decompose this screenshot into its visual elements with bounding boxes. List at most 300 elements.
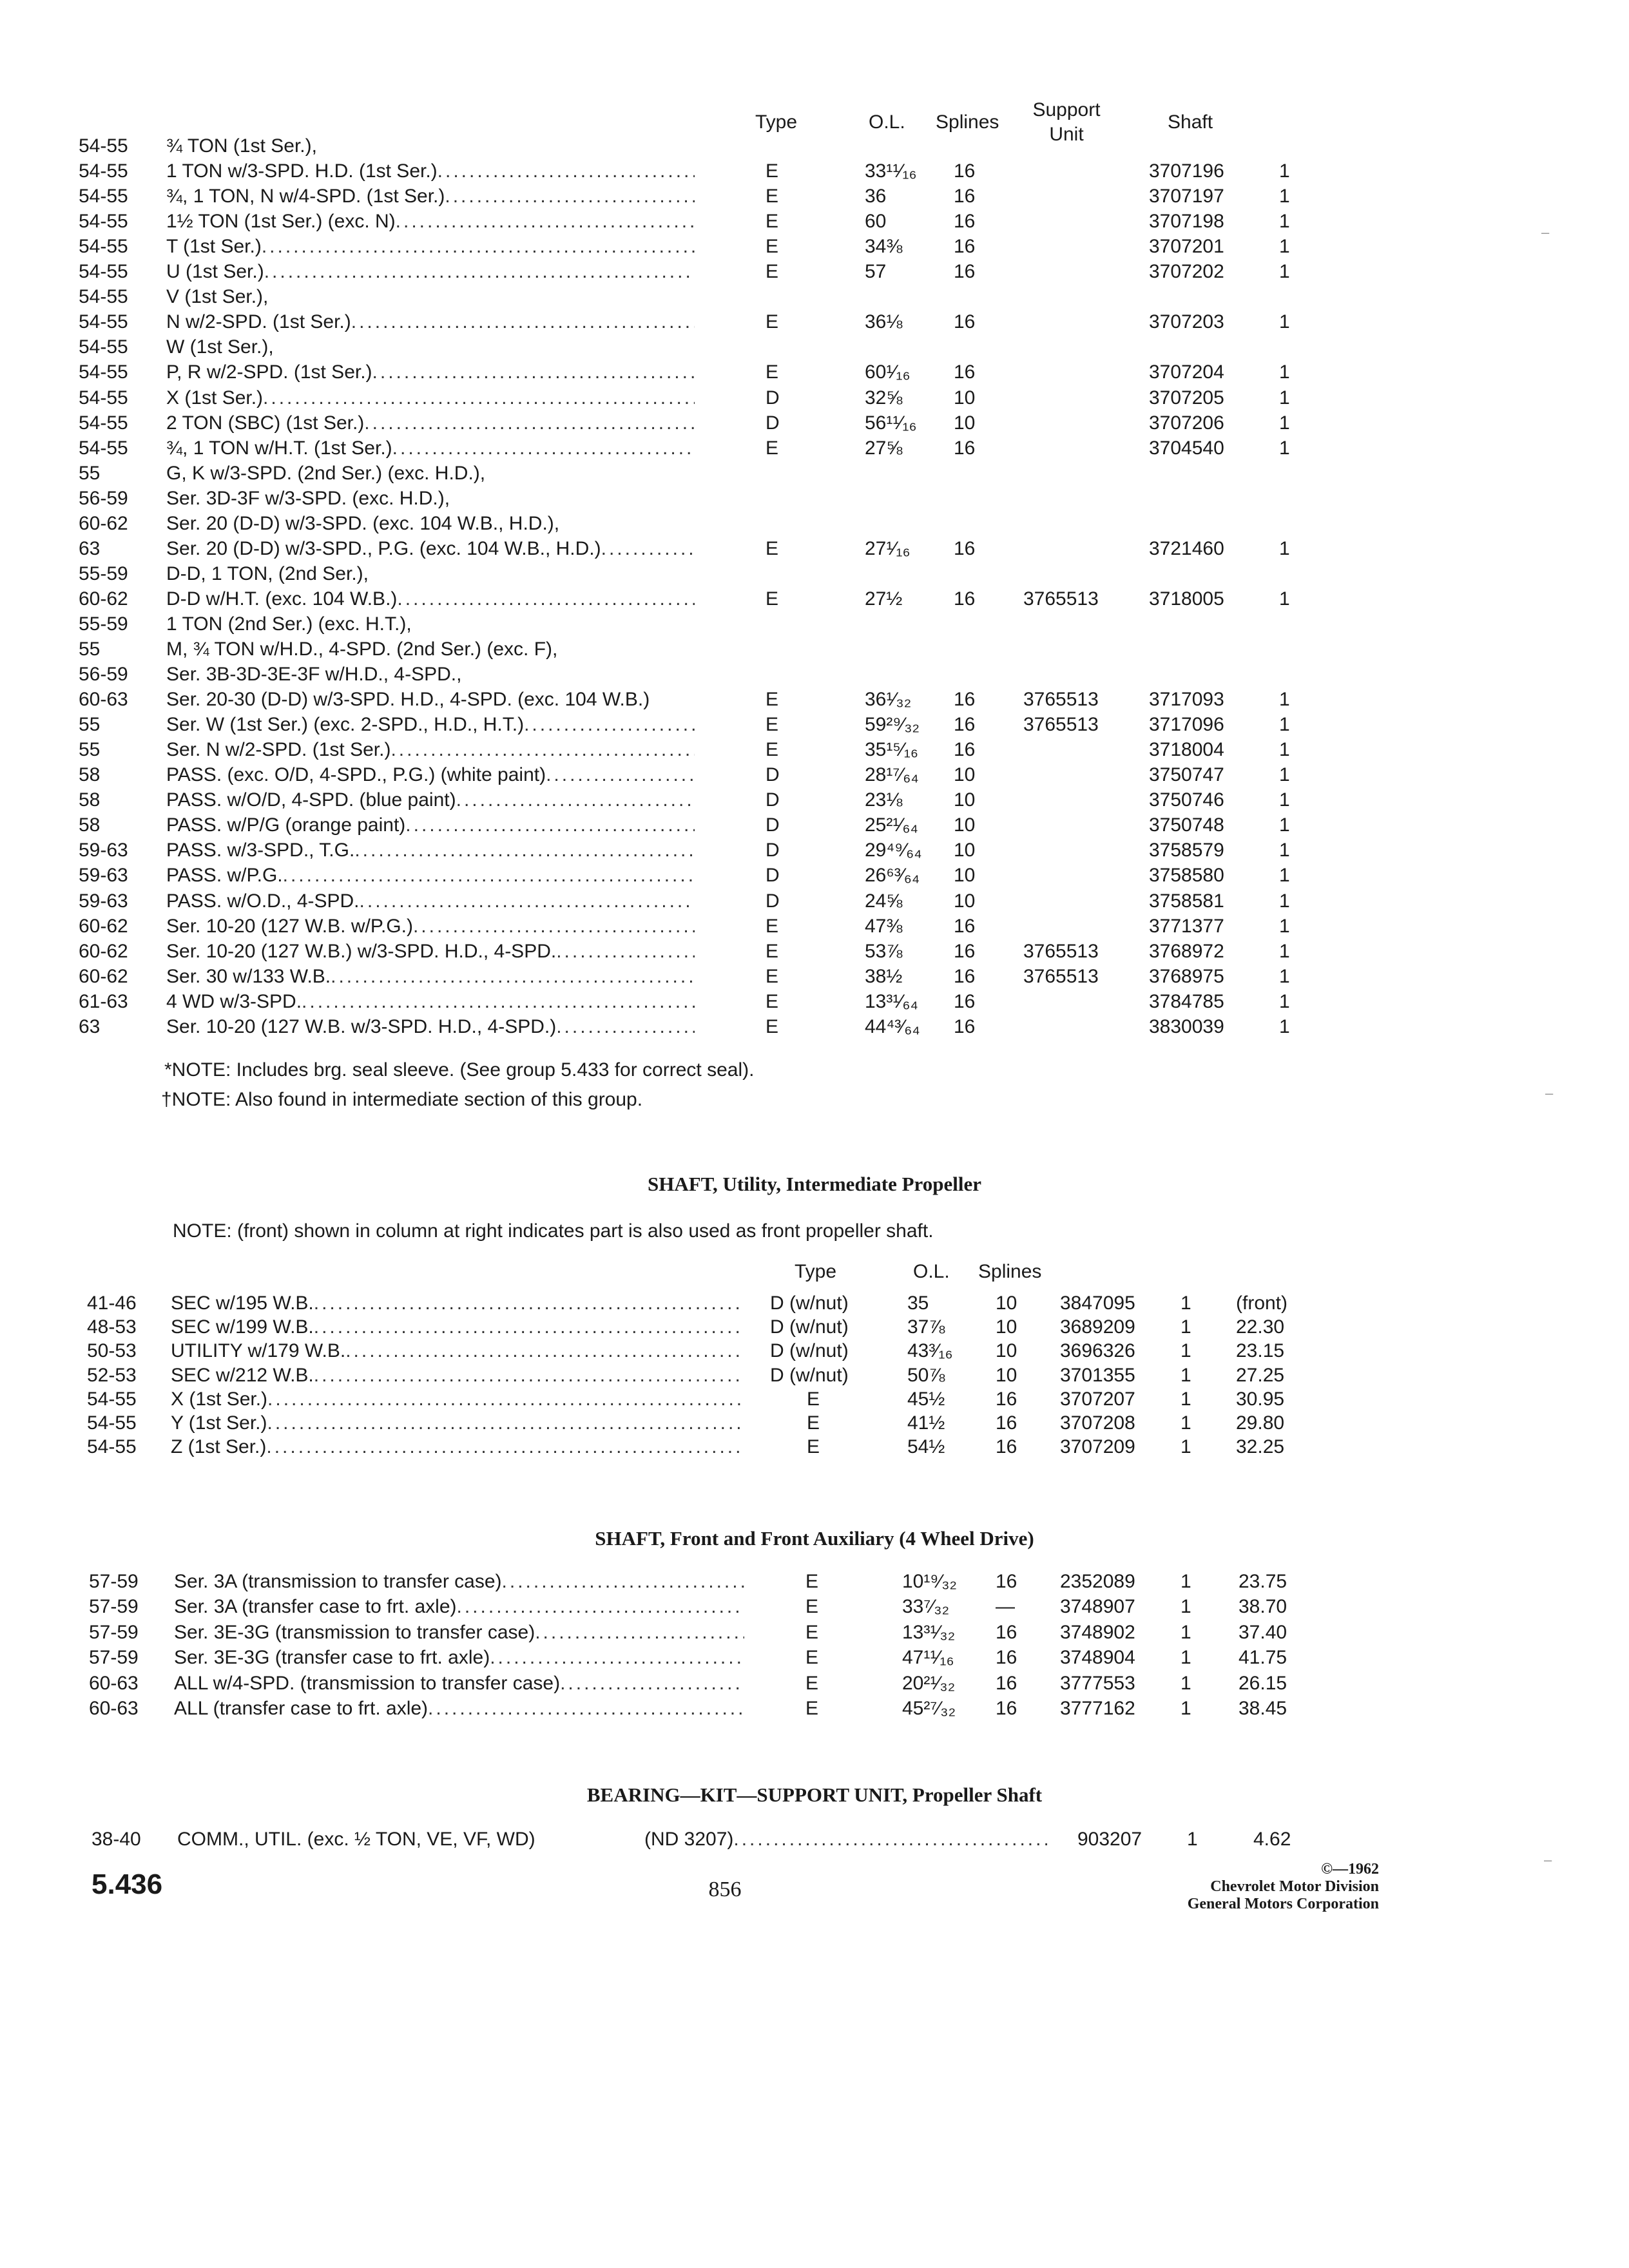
row-splines: 16 <box>954 186 976 207</box>
row-description-text: T (1st Ser.) <box>166 236 262 257</box>
section2-title: SHAFT, Utility, Intermediate Propeller <box>647 1173 981 1195</box>
row-splines: 10 <box>954 789 976 811</box>
row-splines: 16 <box>954 211 976 232</box>
section2-note: NOTE: (front) shown in column at right indicates part is also used as front propeller shaft. <box>173 1220 934 1242</box>
row-description <box>166 260 695 284</box>
row-reference: (ND 3207) ..... <box>644 1827 1047 1852</box>
row-years: 54-55 <box>79 261 128 282</box>
row-years: 57-59 <box>89 1647 139 1668</box>
table-row <box>0 863 1629 888</box>
row-description <box>166 386 695 410</box>
row-leader-dots <box>405 813 695 838</box>
row-splines: 16 <box>996 1436 1017 1457</box>
row-description <box>166 411 695 436</box>
row-leader-dots <box>556 1015 695 1039</box>
row-years: 54-55 <box>79 286 128 307</box>
row-overall-length: 26⁶³⁄₆₄ <box>865 865 920 886</box>
row-shaft-number: 3707204 <box>1149 361 1224 383</box>
row-years: 57-59 <box>89 1571 139 1592</box>
table-row <box>0 1315 1629 1340</box>
row-splines: 16 <box>996 1673 1017 1694</box>
row-description-text: Ser. 10-20 (127 W.B.) w/3-SPD. H.D., 4-SPD. <box>166 941 557 962</box>
table-row <box>0 562 1629 586</box>
row-overall-length: 57 <box>865 261 887 282</box>
row-description-text: ALL (transfer case to frt. axle) <box>174 1698 429 1719</box>
row-price: 38.45 <box>1239 1698 1287 1719</box>
row-years: 60-62 <box>79 966 128 987</box>
row-quantity: 1 <box>1181 1647 1191 1668</box>
section2-header-ol: O.L. <box>913 1261 950 1282</box>
note-seal-sleeve: *NOTE: Includes brg. seal sleeve. (See group 5.433 for correct seal). <box>164 1059 755 1081</box>
row-splines: 16 <box>954 966 976 987</box>
header-support-unit: Support Unit <box>1032 99 1101 145</box>
row-years: 59-63 <box>79 890 128 912</box>
bearing-kit-row <box>0 1827 1629 1852</box>
row-splines: 16 <box>954 311 976 332</box>
row-shaft-number: 3717096 <box>1149 714 1224 735</box>
table-row <box>0 813 1629 838</box>
row-overall-length: 24⅝ <box>865 890 903 912</box>
row-quantity: 1 <box>1181 1698 1191 1719</box>
row-splines: 16 <box>996 1647 1017 1668</box>
row-type: D (w/nut) <box>770 1293 849 1314</box>
table-row <box>0 788 1629 812</box>
row-leader-dots <box>546 763 695 787</box>
table-row <box>0 285 1629 309</box>
page-number: 856 <box>708 1878 742 1901</box>
row-quantity: 1 <box>1279 840 1290 861</box>
row-overall-length: 45½ <box>907 1389 945 1410</box>
row-shaft-number: 3750746 <box>1149 789 1224 811</box>
row-price: 38.70 <box>1239 1596 1287 1617</box>
row-splines: 10 <box>954 814 976 836</box>
row-shaft-number: 3784785 <box>1149 991 1224 1012</box>
table-row <box>0 687 1629 712</box>
row-overall-length: 44⁴³⁄₆₄ <box>865 1016 920 1037</box>
row-years: 55-59 <box>79 563 128 584</box>
row-leader-dots <box>396 209 695 234</box>
row-description <box>166 813 695 838</box>
row-years: 60-62 <box>79 588 128 610</box>
row-description: Ser. 20 (D-D) w/3-SPD. (exc. 104 W.B., H.D.), <box>166 513 560 534</box>
row-shaft-number: 3717093 <box>1149 689 1224 710</box>
row-shaft-number: 3707201 <box>1149 236 1224 257</box>
row-overall-length: 23⅛ <box>865 789 903 811</box>
row-type: D <box>766 387 780 408</box>
row-description-text: 2 TON (SBC) (1st Ser.) <box>166 412 365 434</box>
row-years: 57-59 <box>89 1596 139 1617</box>
row-years: 54-55 <box>79 311 128 332</box>
row-quantity: 1 <box>1187 1829 1198 1850</box>
row-description <box>166 1015 695 1039</box>
row-quantity: 1 <box>1181 1622 1191 1643</box>
row-splines: 16 <box>954 991 976 1012</box>
row-years: 54-55 <box>79 336 128 358</box>
row-leader-dots <box>345 1339 741 1363</box>
row-quantity: 1 <box>1279 412 1290 434</box>
row-quantity: 1 <box>1279 789 1290 811</box>
row-shaft-number: 3704540 <box>1149 437 1224 459</box>
row-description: G, K w/3-SPD. (2nd Ser.) (exc. H.D.), <box>166 463 486 484</box>
row-years: 58 <box>79 789 101 811</box>
table-row <box>0 1570 1629 1594</box>
row-leader-dots <box>535 1620 744 1645</box>
header-splines: Splines <box>936 111 999 133</box>
row-part-number: 3696326 <box>1060 1340 1135 1361</box>
row-splines: 16 <box>954 261 976 282</box>
row-type: E <box>766 588 779 610</box>
row-leader-dots <box>283 863 695 888</box>
row-part-number: 3689209 <box>1060 1316 1135 1338</box>
row-shaft-number: 3707202 <box>1149 261 1224 282</box>
row-type: E <box>766 211 779 232</box>
row-type: D <box>766 764 780 785</box>
row-price: 29.80 <box>1236 1412 1285 1434</box>
row-type: E <box>766 311 779 332</box>
table-row <box>0 1339 1629 1363</box>
row-overall-length: 47⅜ <box>865 916 903 937</box>
row-years: 54-55 <box>87 1389 137 1410</box>
row-type: E <box>766 941 779 962</box>
row-support-unit: 3765513 <box>1023 941 1099 962</box>
row-years: 55 <box>79 463 101 484</box>
table-row <box>0 461 1629 486</box>
row-quantity: 1 <box>1279 764 1290 785</box>
row-overall-length: 50⅞ <box>907 1365 945 1386</box>
row-leader-dots <box>351 310 695 334</box>
row-price: (front) <box>1236 1293 1288 1314</box>
row-overall-length: 35 <box>907 1293 929 1314</box>
row-shaft-number: 3768975 <box>1149 966 1224 987</box>
row-description <box>166 914 695 939</box>
row-price: 4.62 <box>1253 1829 1291 1850</box>
row-type: E <box>807 1389 820 1410</box>
row-description <box>174 1620 744 1645</box>
table-row <box>0 159 1629 184</box>
row-price: 41.75 <box>1239 1647 1287 1668</box>
row-leader-dots <box>314 1363 741 1388</box>
row-description-text: P, R w/2-SPD. (1st Ser.) <box>166 361 372 383</box>
copyright: ©—1962 <box>1321 1861 1379 1878</box>
row-overall-length: 25²¹⁄₆₄ <box>865 814 918 836</box>
row-type: D (w/nut) <box>770 1365 849 1386</box>
row-description-text: X (1st Ser.) <box>171 1389 268 1410</box>
row-type: E <box>766 714 779 735</box>
row-overall-length: 53⅞ <box>865 941 903 962</box>
row-shaft-number: 3707206 <box>1149 412 1224 434</box>
row-description <box>174 1646 744 1670</box>
row-quantity: 1 <box>1279 991 1290 1012</box>
row-description-text: UTILITY w/179 W.B. <box>171 1340 346 1361</box>
row-type: E <box>766 739 779 760</box>
row-quantity: 1 <box>1279 387 1290 408</box>
row-splines: 10 <box>954 764 976 785</box>
row-description-text: Z (1st Ser.) <box>171 1436 267 1457</box>
row-quantity: 1 <box>1181 1293 1191 1314</box>
row-quantity: 1 <box>1279 261 1290 282</box>
row-leader-dots <box>601 537 695 561</box>
row-price: 30.95 <box>1236 1389 1285 1410</box>
table-row <box>0 587 1629 611</box>
row-shaft-number: 3718005 <box>1149 588 1224 610</box>
row-shaft-number: 3758580 <box>1149 865 1224 886</box>
row-description: 1 TON (2nd Ser.) (exc. H.T.), <box>166 613 412 635</box>
row-quantity: 1 <box>1279 814 1290 836</box>
row-type: D <box>766 890 780 912</box>
row-years: 41-46 <box>87 1293 137 1314</box>
row-splines: 16 <box>954 538 976 559</box>
row-leader-dots <box>314 1315 741 1340</box>
row-leader-dots <box>267 1411 741 1436</box>
row-description-text: N w/2-SPD. (1st Ser.) <box>166 311 351 332</box>
row-splines: 16 <box>954 1016 976 1037</box>
row-leader-dots <box>413 914 695 939</box>
row-type: E <box>766 236 779 257</box>
row-splines: 16 <box>954 160 976 182</box>
row-description: V (1st Ser.), <box>166 286 269 307</box>
row-years: 60-62 <box>79 941 128 962</box>
row-shaft-number: 3707198 <box>1149 211 1224 232</box>
row-support-unit: 3765513 <box>1023 689 1099 710</box>
table-row <box>0 914 1629 939</box>
scan-mark: – <box>1541 224 1550 240</box>
row-description <box>166 738 695 762</box>
row-years: 55 <box>79 639 101 660</box>
row-quantity: 1 <box>1181 1316 1191 1338</box>
note-intermediate: †NOTE: Also found in intermediate section of this group. <box>161 1089 643 1110</box>
row-description-text: ALL w/4-SPD. (transmission to transfer case) <box>174 1673 561 1694</box>
row-overall-length: 54½ <box>907 1436 945 1457</box>
row-description-text: Ser. 30 w/133 W.B. <box>166 966 331 987</box>
row-description <box>166 713 695 737</box>
row-price: 32.25 <box>1236 1436 1285 1457</box>
row-type: E <box>805 1673 819 1694</box>
table-row <box>0 838 1629 863</box>
row-shaft-number: 3707196 <box>1149 160 1224 182</box>
row-years: 54-55 <box>79 211 128 232</box>
row-description-text: Ser. 3E-3G (transmission to transfer case) <box>174 1622 535 1643</box>
row-overall-length: 36⅛ <box>865 311 903 332</box>
row-type: E <box>805 1571 819 1592</box>
row-splines: 16 <box>996 1698 1017 1719</box>
table-row <box>0 310 1629 334</box>
table-row <box>0 1671 1629 1696</box>
row-quantity: 1 <box>1181 1596 1191 1617</box>
row-years: 52-53 <box>87 1365 137 1386</box>
table-row <box>0 612 1629 637</box>
row-description <box>166 788 695 812</box>
row-part-number: 3748907 <box>1060 1596 1135 1617</box>
row-description <box>171 1363 741 1388</box>
row-type: D (w/nut) <box>770 1340 849 1361</box>
row-description <box>166 310 695 334</box>
row-type: E <box>807 1412 820 1434</box>
row-leader-dots <box>372 360 695 385</box>
row-years: 60-62 <box>79 513 128 534</box>
row-description <box>166 537 695 561</box>
row-description: D-D, 1 TON, (2nd Ser.), <box>166 563 369 584</box>
row-overall-length: 60 <box>865 211 887 232</box>
row-type: E <box>805 1647 819 1668</box>
row-years: 63 <box>79 538 101 559</box>
row-splines: 16 <box>954 739 976 760</box>
row-type: D <box>766 840 780 861</box>
section4-title: BEARING—KIT—SUPPORT UNIT, Propeller Shaft <box>586 1783 1043 1806</box>
row-support-unit: 3765513 <box>1023 588 1099 610</box>
row-leader-dots <box>267 1387 741 1412</box>
row-type: E <box>807 1436 820 1457</box>
row-description: Ser. 3B-3D-3E-3F w/H.D., 4-SPD., <box>166 664 462 685</box>
row-years: 54-55 <box>79 186 128 207</box>
row-overall-length: 36¹⁄₃₂ <box>865 689 912 710</box>
row-description <box>166 990 695 1014</box>
table-row <box>0 134 1629 159</box>
division: Chevrolet Motor Division <box>1210 1878 1379 1895</box>
row-part-number: 3707208 <box>1060 1412 1135 1434</box>
row-years: 55 <box>79 714 101 735</box>
row-years: 54-55 <box>79 361 128 383</box>
row-description <box>171 1315 741 1340</box>
row-quantity: 1 <box>1279 160 1290 182</box>
row-years: 54-55 <box>79 387 128 408</box>
row-quantity: 1 <box>1279 714 1290 735</box>
row-splines: 16 <box>996 1622 1017 1643</box>
row-overall-length: 45²⁷⁄₃₂ <box>902 1698 956 1719</box>
table-row <box>0 1387 1629 1412</box>
row-shaft-number: 3750748 <box>1149 814 1224 836</box>
table-row <box>0 1595 1629 1619</box>
row-part-number: 3707209 <box>1060 1436 1135 1457</box>
copyright-block <box>1057 1861 1379 1913</box>
row-shaft-number: 3771377 <box>1149 916 1224 937</box>
row-part-number: 3707207 <box>1060 1389 1135 1410</box>
row-quantity: 1 <box>1279 916 1290 937</box>
row-type: E <box>805 1622 819 1643</box>
row-leader-dots <box>397 587 695 611</box>
row-description-text: X (1st Ser.) <box>166 387 264 408</box>
row-description <box>171 1387 741 1412</box>
row-description-text: PASS. w/O.D., 4-SPD. <box>166 890 360 912</box>
section-number: 5.436 <box>92 1869 163 1900</box>
row-support-unit: 3765513 <box>1023 714 1099 735</box>
row-quantity: 1 <box>1181 1673 1191 1694</box>
row-leader-dots <box>302 990 695 1014</box>
table-row <box>0 662 1629 687</box>
row-years: 58 <box>79 814 101 836</box>
row-overall-length: 27¹⁄₁₆ <box>865 538 911 559</box>
scan-mark: – <box>1545 1085 1554 1101</box>
row-description <box>171 1411 741 1436</box>
row-description <box>166 436 695 461</box>
row-years: 54-55 <box>87 1436 137 1457</box>
row-type: E <box>766 991 779 1012</box>
row-description-text: PASS. w/P/G (orange paint) <box>166 814 406 836</box>
row-splines: 10 <box>996 1365 1017 1386</box>
header-ol: O.L. <box>869 111 905 133</box>
row-description <box>166 763 695 787</box>
row-splines: 16 <box>954 361 976 383</box>
row-quantity: 1 <box>1181 1571 1191 1592</box>
table-row <box>0 965 1629 989</box>
row-description <box>166 209 695 234</box>
row-quantity: 1 <box>1181 1389 1191 1410</box>
row-overall-length: 29⁴⁹⁄₆₄ <box>865 840 922 861</box>
row-description <box>174 1671 744 1696</box>
row-description <box>166 939 695 964</box>
table-row <box>0 990 1629 1014</box>
row-description-text: U (1st Ser.) <box>166 261 264 282</box>
row-description-text: Ser. 20 (D-D) w/3-SPD., P.G. (exc. 104 W.B., H.D.) <box>166 538 601 559</box>
row-splines: 16 <box>954 588 976 610</box>
table-row <box>0 512 1629 536</box>
row-leader-dots <box>502 1570 744 1594</box>
row-quantity: 1 <box>1279 689 1290 710</box>
row-description-text: 4 WD w/3-SPD. <box>166 991 302 1012</box>
corporation: General Motors Corporation <box>1187 1896 1379 1912</box>
row-type: D <box>766 789 780 811</box>
row-price: 22.30 <box>1236 1316 1285 1338</box>
row-description <box>166 838 695 863</box>
row-quantity: 1 <box>1279 186 1290 207</box>
row-years: 60-63 <box>79 689 128 710</box>
row-part-number: 3748902 <box>1060 1622 1135 1643</box>
row-description <box>171 1291 741 1316</box>
row-overall-length: 10¹⁹⁄₃₂ <box>902 1571 958 1592</box>
row-overall-length: 60¹⁄₁₆ <box>865 361 911 383</box>
row-support-unit: 3765513 <box>1023 966 1099 987</box>
row-quantity: 1 <box>1181 1365 1191 1386</box>
row-years: 61-63 <box>79 991 128 1012</box>
row-description-text: PASS. (exc. O/D, 4-SPD., P.G.) (white paint) <box>166 764 546 785</box>
header-shaft: Shaft <box>1168 111 1213 133</box>
row-splines: 10 <box>954 890 976 912</box>
table-row <box>0 713 1629 737</box>
row-leader-dots <box>560 1671 744 1696</box>
row-splines: 16 <box>954 941 976 962</box>
row-part-number: 2352089 <box>1060 1571 1135 1592</box>
row-description-text: ¾, 1 TON, N w/4-SPD. (1st Ser.) <box>166 186 445 207</box>
row-description <box>166 863 695 888</box>
row-years: 60-63 <box>89 1673 139 1694</box>
row-leader-dots <box>360 889 695 914</box>
row-description-text: Ser. N w/2-SPD. (1st Ser.) <box>166 739 391 760</box>
row-type: E <box>805 1698 819 1719</box>
row-description-text: Ser. 3A (transfer case to frt. axle) <box>174 1596 457 1617</box>
row-shaft-number: 3707203 <box>1149 311 1224 332</box>
row-years: 54-55 <box>87 1412 137 1434</box>
row-description <box>166 965 695 989</box>
row-type: D <box>766 865 780 886</box>
row-description <box>174 1570 744 1594</box>
row-description-text: Ser. 3A (transmission to transfer case) <box>174 1571 502 1592</box>
row-years: 54-55 <box>79 160 128 182</box>
row-years: 54-55 <box>79 412 128 434</box>
table-row <box>0 486 1629 511</box>
row-overall-length: 33¹¹⁄₁₆ <box>865 160 917 182</box>
row-splines: 10 <box>954 387 976 408</box>
row-years: 54-55 <box>79 135 128 157</box>
row-type: E <box>766 261 779 282</box>
table-row <box>0 1015 1629 1039</box>
row-description <box>171 1435 741 1459</box>
row-splines: 16 <box>954 916 976 937</box>
row-splines: 10 <box>996 1316 1017 1338</box>
row-leader-dots <box>390 738 695 762</box>
row-type: E <box>766 361 779 383</box>
row-description-text: ¾, 1 TON w/H.T. (1st Ser.) <box>166 437 392 459</box>
row-description <box>174 1696 744 1721</box>
row-years: 50-53 <box>87 1340 137 1361</box>
